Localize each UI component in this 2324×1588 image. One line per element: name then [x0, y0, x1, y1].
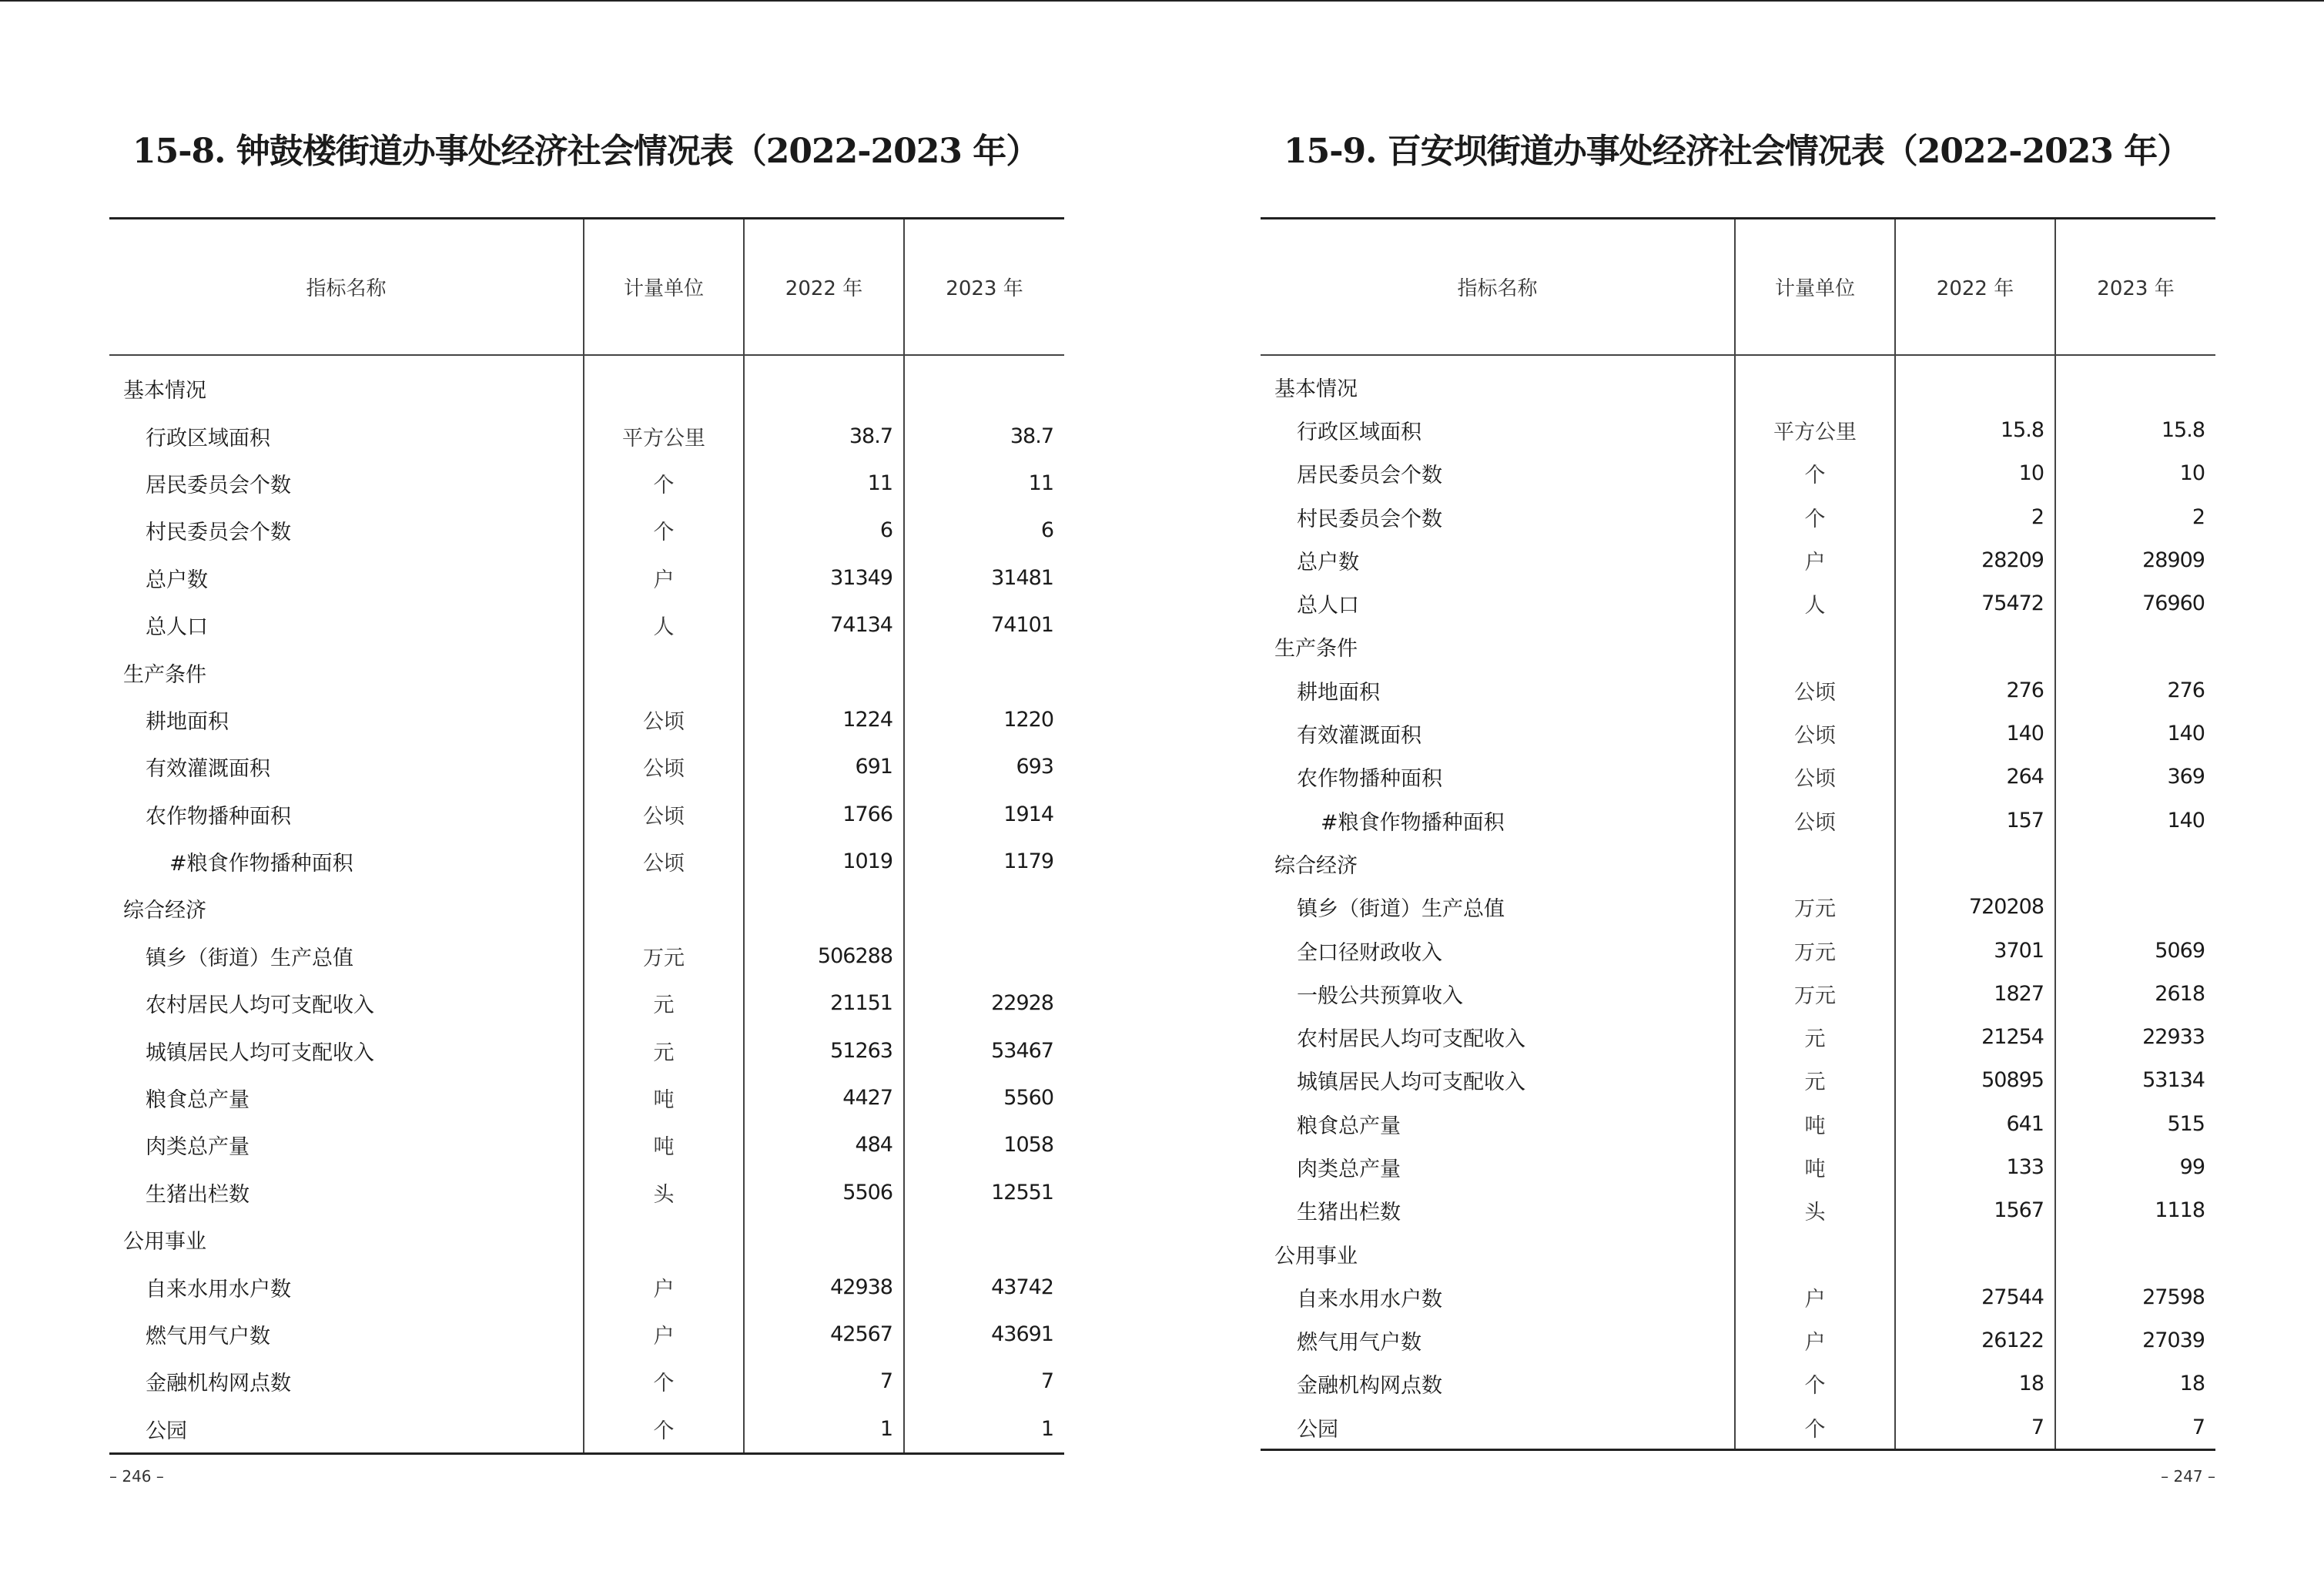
value-2023-cell: 43691 — [904, 1311, 1064, 1358]
indicator-name-cell: 农村居民人均可支配收入 — [146, 993, 374, 1018]
indicator-name-cell: #粮食作物播种面积 — [1321, 810, 1505, 835]
unit-cell: 头 — [1735, 1189, 1895, 1232]
table-row — [1261, 1015, 2215, 1058]
table-row — [1261, 581, 2215, 625]
table-row — [109, 460, 1064, 507]
table-row — [109, 554, 1064, 601]
unit-cell: 平方公里 — [1735, 408, 1895, 451]
value-2022-cell — [744, 1216, 904, 1263]
indicator-name-cell: #粮食作物播种面积 — [169, 852, 353, 876]
value-2023-cell: 1 — [904, 1405, 1064, 1454]
table-row — [109, 355, 1064, 412]
header-row — [1261, 219, 2215, 356]
unit-cell: 万元 — [1735, 929, 1895, 972]
table-row — [1261, 538, 2215, 581]
value-2023-cell: 1914 — [904, 791, 1064, 838]
value-2022-cell: 157 — [1895, 799, 2055, 842]
value-2022-cell — [744, 885, 904, 932]
indicator-name-cell: 耕地面积 — [146, 709, 229, 734]
table-row — [1261, 355, 2215, 408]
indicator-name-cell: 一般公共预算收入 — [1297, 983, 1463, 1008]
value-2023-cell: 27039 — [2055, 1319, 2215, 1362]
indicator-name-cell: 燃气用气户数 — [1297, 1331, 1422, 1355]
unit-cell: 元 — [1735, 1059, 1895, 1102]
value-2022-cell: 276 — [1895, 668, 2055, 712]
table-row — [109, 648, 1064, 695]
unit-cell: 个 — [584, 1358, 744, 1405]
indicator-name-cell: 城镇居民人均可支配收入 — [146, 1040, 374, 1065]
value-2022-cell: 18 — [1895, 1362, 2055, 1405]
unit-cell: 公顷 — [1735, 799, 1895, 842]
table-row — [1261, 1059, 2215, 1102]
table-row — [1261, 495, 2215, 538]
header-indicator: 指标名称 — [1261, 219, 1735, 356]
unit-cell: 公顷 — [584, 743, 744, 790]
value-2022-cell — [744, 355, 904, 412]
value-2022-cell: 38.7 — [744, 412, 904, 459]
value-2023-cell: 53134 — [2055, 1059, 2215, 1102]
unit-cell: 公顷 — [584, 791, 744, 838]
table-row — [109, 1074, 1064, 1121]
indicator-name-cell: 总人口 — [1297, 594, 1359, 618]
value-2022-cell: 21254 — [1895, 1015, 2055, 1058]
value-2022-cell: 1766 — [744, 791, 904, 838]
table-body — [109, 355, 1064, 1453]
header-2022: 2022 年 — [1895, 219, 2055, 356]
unit-cell — [1735, 625, 1895, 668]
table-row — [1261, 842, 2215, 885]
indicator-name-cell: 农作物播种面积 — [146, 804, 291, 829]
table-row — [1261, 929, 2215, 972]
table-row — [109, 933, 1064, 980]
header-indicator: 指标名称 — [109, 219, 584, 356]
unit-cell: 公顷 — [1735, 755, 1895, 799]
table-row — [109, 1027, 1064, 1074]
table-row — [1261, 1362, 2215, 1405]
header-2023: 2023 年 — [2055, 219, 2215, 356]
table-row — [109, 1169, 1064, 1216]
table-row — [1261, 1145, 2215, 1188]
value-2022-cell: 691 — [744, 743, 904, 790]
indicator-name-cell: 燃气用气户数 — [146, 1325, 270, 1348]
unit-cell: 个 — [584, 460, 744, 507]
indicator-name-cell: 全口径财政收入 — [1297, 940, 1442, 965]
unit-cell — [584, 885, 744, 932]
value-2023-cell: 140 — [2055, 712, 2215, 755]
table-row — [1261, 1189, 2215, 1232]
unit-cell — [584, 648, 744, 695]
value-2022-cell: 1 — [744, 1405, 904, 1454]
unit-cell: 公顷 — [584, 838, 744, 885]
value-2023-cell: 99 — [2055, 1145, 2215, 1188]
stats-table — [1261, 217, 2215, 1451]
value-2022-cell: 1827 — [1895, 972, 2055, 1015]
indicator-name-cell: 行政区域面积 — [1297, 420, 1422, 444]
value-2023-cell: 2 — [2055, 495, 2215, 538]
value-2022-cell: 42567 — [744, 1311, 904, 1358]
unit-cell — [584, 1216, 744, 1263]
value-2022-cell: 264 — [1895, 755, 2055, 799]
table-row — [1261, 1102, 2215, 1145]
table-row — [1261, 799, 2215, 842]
indicator-name-cell: 村民委员会个数 — [146, 521, 291, 545]
table-title: 15-9. 百安坝街道办事处经济社会情况表（2022-2023 年） — [1284, 132, 2191, 171]
unit-cell: 个 — [1735, 1362, 1895, 1405]
value-2023-cell — [2055, 625, 2215, 668]
table-row — [1261, 755, 2215, 799]
table-row — [1261, 452, 2215, 495]
page-number: – 247 – — [2161, 1467, 2215, 1486]
value-2023-cell: 53467 — [904, 1027, 1064, 1074]
value-2023-cell — [904, 885, 1064, 932]
page-246 — [109, 0, 1064, 1588]
table-row — [109, 791, 1064, 838]
page-number: – 246 – — [109, 1467, 164, 1486]
value-2022-cell: 506288 — [744, 933, 904, 980]
unit-cell — [1735, 842, 1895, 885]
indicator-name-cell: 有效灌溉面积 — [146, 757, 270, 782]
value-2023-cell: 693 — [904, 743, 1064, 790]
value-2023-cell: 2618 — [2055, 972, 2215, 1015]
indicator-name-cell: 镇乡（街道）生产总值 — [1297, 897, 1505, 922]
indicator-name-cell: 公园 — [1297, 1417, 1338, 1442]
value-2023-cell: 38.7 — [904, 412, 1064, 459]
value-2023-cell — [904, 1216, 1064, 1263]
value-2023-cell: 140 — [2055, 799, 2215, 842]
unit-cell: 个 — [1735, 452, 1895, 495]
value-2022-cell: 484 — [744, 1121, 904, 1168]
unit-cell: 万元 — [1735, 886, 1895, 929]
value-2022-cell: 720208 — [1895, 886, 2055, 929]
value-2023-cell: 515 — [2055, 1102, 2215, 1145]
value-2022-cell: 7 — [1895, 1405, 2055, 1450]
unit-cell: 万元 — [584, 933, 744, 980]
value-2023-cell — [904, 355, 1064, 412]
value-2022-cell: 1019 — [744, 838, 904, 885]
stats-table — [109, 217, 1064, 1455]
indicator-name-cell: 自来水用水户数 — [1297, 1287, 1442, 1312]
unit-cell: 元 — [1735, 1015, 1895, 1058]
unit-cell: 吨 — [1735, 1145, 1895, 1188]
unit-cell: 户 — [584, 1263, 744, 1310]
table-row — [1261, 1405, 2215, 1450]
value-2022-cell: 7 — [744, 1358, 904, 1405]
value-2022-cell: 1224 — [744, 696, 904, 743]
table-row — [109, 743, 1064, 790]
indicator-name-cell: 居民委员会个数 — [1297, 464, 1442, 488]
value-2022-cell: 51263 — [744, 1027, 904, 1074]
table-row — [109, 1263, 1064, 1310]
indicator-name-cell: 自来水用水户数 — [146, 1277, 291, 1302]
table-row — [1261, 1232, 2215, 1275]
indicator-name-cell: 总户数 — [146, 568, 208, 592]
unit-cell: 个 — [584, 1405, 744, 1454]
indicator-name-cell: 村民委员会个数 — [1297, 507, 1442, 531]
indicator-name-cell: 肉类总产量 — [1297, 1157, 1401, 1181]
value-2022-cell: 133 — [1895, 1145, 2055, 1188]
value-2023-cell: 22933 — [2055, 1015, 2215, 1058]
value-2023-cell: 31481 — [904, 554, 1064, 601]
indicator-name-cell: 镇乡（街道）生产总值 — [146, 946, 353, 970]
value-2023-cell: 276 — [2055, 668, 2215, 712]
indicator-name-cell: 基本情况 — [1274, 377, 1358, 401]
unit-cell: 户 — [1735, 538, 1895, 581]
value-2023-cell: 22928 — [904, 980, 1064, 1027]
table-row — [1261, 972, 2215, 1015]
table-row — [109, 1405, 1064, 1454]
table-body — [1261, 355, 2215, 1450]
unit-cell: 吨 — [584, 1121, 744, 1168]
value-2022-cell: 1567 — [1895, 1189, 2055, 1232]
indicator-name-cell: 城镇居民人均可支配收入 — [1297, 1070, 1525, 1095]
value-2022-cell: 27544 — [1895, 1275, 2055, 1318]
unit-cell: 个 — [584, 507, 744, 554]
value-2022-cell — [1895, 1232, 2055, 1275]
unit-cell: 吨 — [1735, 1102, 1895, 1145]
indicator-name-cell: 生猪出栏数 — [146, 1182, 249, 1207]
value-2023-cell: 1220 — [904, 696, 1064, 743]
unit-cell — [584, 355, 744, 412]
indicator-name-cell: 粮食总产量 — [146, 1088, 249, 1113]
value-2022-cell — [1895, 625, 2055, 668]
table-row — [1261, 408, 2215, 451]
table-row — [109, 601, 1064, 648]
value-2022-cell — [1895, 355, 2055, 408]
indicator-name-cell: 肉类总产量 — [146, 1135, 249, 1160]
value-2023-cell: 6 — [904, 507, 1064, 554]
header-unit: 计量单位 — [584, 219, 744, 356]
indicator-name-cell: 生猪出栏数 — [1297, 1201, 1401, 1225]
value-2022-cell: 50895 — [1895, 1059, 2055, 1102]
value-2023-cell: 5560 — [904, 1074, 1064, 1121]
value-2022-cell: 75472 — [1895, 581, 2055, 625]
value-2023-cell — [2055, 355, 2215, 408]
value-2023-cell: 43742 — [904, 1263, 1064, 1310]
table-row — [109, 1121, 1064, 1168]
value-2023-cell: 15.8 — [2055, 408, 2215, 451]
header-2023: 2023 年 — [904, 219, 1064, 356]
indicator-name-cell: 农作物播种面积 — [1297, 767, 1442, 792]
unit-cell: 户 — [1735, 1275, 1895, 1318]
unit-cell: 万元 — [1735, 972, 1895, 1015]
value-2022-cell: 31349 — [744, 554, 904, 601]
value-2023-cell: 7 — [904, 1358, 1064, 1405]
unit-cell: 个 — [1735, 1405, 1895, 1450]
indicator-name-cell: 生产条件 — [1274, 637, 1358, 662]
indicator-name-cell: 居民委员会个数 — [146, 473, 291, 498]
indicator-name-cell: 金融机构网点数 — [1297, 1374, 1442, 1399]
table-row — [1261, 712, 2215, 755]
value-2023-cell: 18 — [2055, 1362, 2215, 1405]
value-2022-cell: 74134 — [744, 601, 904, 648]
unit-cell: 个 — [1735, 495, 1895, 538]
value-2023-cell: 1179 — [904, 838, 1064, 885]
value-2023-cell — [2055, 842, 2215, 885]
value-2023-cell: 74101 — [904, 601, 1064, 648]
value-2023-cell — [2055, 886, 2215, 929]
value-2022-cell: 140 — [1895, 712, 2055, 755]
header-unit: 计量单位 — [1735, 219, 1895, 356]
indicator-name-cell: 耕地面积 — [1297, 680, 1380, 705]
unit-cell: 人 — [1735, 581, 1895, 625]
table-row — [109, 1311, 1064, 1358]
table-row — [109, 507, 1064, 554]
indicator-name-cell: 综合经济 — [123, 899, 206, 923]
value-2022-cell: 641 — [1895, 1102, 2055, 1145]
unit-cell: 公顷 — [584, 696, 744, 743]
value-2022-cell: 6 — [744, 507, 904, 554]
indicator-name-cell: 公园 — [146, 1419, 187, 1443]
unit-cell: 头 — [584, 1169, 744, 1216]
table-row — [109, 1216, 1064, 1263]
value-2023-cell: 28909 — [2055, 538, 2215, 581]
indicator-name-cell: 公用事业 — [1274, 1244, 1358, 1268]
value-2022-cell: 10 — [1895, 452, 2055, 495]
table-row — [1261, 625, 2215, 668]
unit-cell: 元 — [584, 1027, 744, 1074]
value-2022-cell: 15.8 — [1895, 408, 2055, 451]
unit-cell: 户 — [584, 1311, 744, 1358]
table-row — [109, 885, 1064, 932]
value-2022-cell: 5506 — [744, 1169, 904, 1216]
value-2022-cell: 26122 — [1895, 1319, 2055, 1362]
indicator-name-cell: 粮食总产量 — [1297, 1114, 1401, 1138]
value-2023-cell — [904, 933, 1064, 980]
table-row — [1261, 1319, 2215, 1362]
value-2022-cell: 2 — [1895, 495, 2055, 538]
value-2022-cell: 3701 — [1895, 929, 2055, 972]
value-2023-cell — [904, 648, 1064, 695]
unit-cell: 公顷 — [1735, 712, 1895, 755]
value-2022-cell: 21151 — [744, 980, 904, 1027]
value-2023-cell: 1118 — [2055, 1189, 2215, 1232]
indicator-name-cell: 总人口 — [146, 615, 208, 640]
table-row — [1261, 1275, 2215, 1318]
value-2023-cell: 7 — [2055, 1405, 2215, 1450]
unit-cell: 户 — [584, 554, 744, 601]
value-2022-cell — [744, 648, 904, 695]
value-2023-cell: 369 — [2055, 755, 2215, 799]
value-2023-cell: 12551 — [904, 1169, 1064, 1216]
table-title: 15-8. 钟鼓楼街道办事处经济社会情况表（2022-2023 年） — [132, 132, 1040, 171]
header-2022: 2022 年 — [744, 219, 904, 356]
value-2023-cell: 10 — [2055, 452, 2215, 495]
table-row — [1261, 886, 2215, 929]
indicator-name-cell: 总户数 — [1297, 550, 1359, 575]
table-row — [109, 980, 1064, 1027]
header-row — [109, 219, 1064, 356]
value-2022-cell: 42938 — [744, 1263, 904, 1310]
indicator-name-cell: 行政区域面积 — [146, 426, 270, 451]
unit-cell: 公顷 — [1735, 668, 1895, 712]
value-2022-cell: 4427 — [744, 1074, 904, 1121]
indicator-name-cell: 公用事业 — [123, 1230, 206, 1255]
value-2023-cell: 5069 — [2055, 929, 2215, 972]
indicator-name-cell: 生产条件 — [123, 662, 206, 687]
unit-cell — [1735, 1232, 1895, 1275]
indicator-name-cell: 农村居民人均可支配收入 — [1297, 1027, 1525, 1052]
unit-cell: 户 — [1735, 1319, 1895, 1362]
value-2023-cell: 76960 — [2055, 581, 2215, 625]
value-2022-cell: 28209 — [1895, 538, 2055, 581]
value-2023-cell — [2055, 1232, 2215, 1275]
indicator-name-cell: 有效灌溉面积 — [1297, 724, 1422, 749]
table-row — [109, 838, 1064, 885]
unit-cell: 人 — [584, 601, 744, 648]
page-247 — [1261, 0, 2215, 1588]
indicator-name-cell: 基本情况 — [123, 379, 206, 404]
indicator-name-cell: 综合经济 — [1274, 853, 1358, 878]
unit-cell: 吨 — [584, 1074, 744, 1121]
value-2022-cell: 11 — [744, 460, 904, 507]
table-row — [109, 1358, 1064, 1405]
value-2022-cell — [1895, 842, 2055, 885]
table-row — [109, 696, 1064, 743]
unit-cell: 平方公里 — [584, 412, 744, 459]
table-row — [109, 412, 1064, 459]
unit-cell — [1735, 355, 1895, 408]
unit-cell: 元 — [584, 980, 744, 1027]
indicator-name-cell: 金融机构网点数 — [146, 1372, 291, 1396]
table-row — [1261, 668, 2215, 712]
value-2023-cell: 1058 — [904, 1121, 1064, 1168]
value-2023-cell: 27598 — [2055, 1275, 2215, 1318]
value-2023-cell: 11 — [904, 460, 1064, 507]
